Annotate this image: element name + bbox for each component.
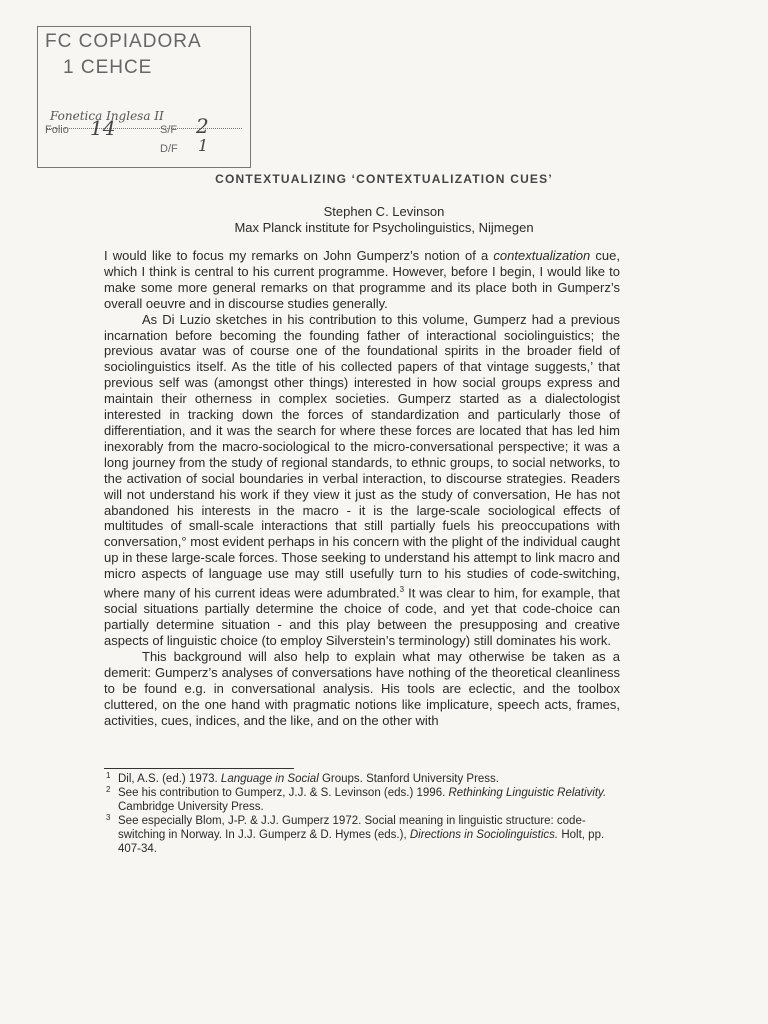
stamp-df-value: 1	[198, 136, 209, 155]
footnote-1-text-a: Dil, A.S. (ed.) 1973.	[118, 773, 221, 785]
footnote-3-text-a: See especially Blom, J-P. & J.J. Gumperz 1972. Social meaning in linguistic structure: code-switching in Norway. In J.J. Gumperz & D. Hymes (eds.),	[118, 815, 586, 841]
footnote-2-number: 2	[106, 785, 111, 794]
paragraph-1-text-a: I would like to focus my remarks on John Gumperz’s notion of a	[104, 248, 494, 263]
footnote-3-text-b: Holt, pp. 407-34.	[118, 829, 605, 855]
archive-stamp	[37, 26, 251, 168]
stamp-folio-label: Folio	[45, 124, 69, 136]
footnote-3-number: 3	[106, 813, 111, 822]
paragraph-2-text-b: It was clear to him, for example, that social situations partially determine the choice of code, and yet that code-choice can partially determine situation - and this play between the presupposing and creative aspects of linguistic choice (to employ Silverstein’s terminology) still dominates his work.	[104, 585, 620, 649]
footnote-1-number: 1	[106, 771, 111, 780]
footnote-1-text-b: Groups. Stanford University Press.	[318, 773, 499, 785]
stamp-dotted-line	[46, 128, 242, 129]
paragraph-1-text-b: cue, which I think is central to his current programme. However, before I begin, I would like to make some more general remarks on that programme and its place both in Gumperz’s overall oeuvre and in discourse studies generally.	[104, 248, 621, 311]
paragraph-1-italic-term: contextualization	[493, 248, 591, 263]
footnote-1	[104, 772, 620, 786]
paragraph-2	[104, 312, 620, 649]
stamp-handwritten-subject: Fonetica Inglesa II	[50, 109, 164, 123]
footnote-ref-3: 3	[399, 585, 405, 595]
author-name: Stephen C. Levinson	[323, 204, 445, 219]
footnote-2	[104, 786, 620, 814]
footnote-3	[104, 814, 620, 856]
stamp-line-2: 1 CEHCE	[63, 57, 153, 78]
stamp-sf-value: 2	[196, 114, 209, 138]
footnote-2-text-b: Cambridge University Press.	[118, 801, 264, 813]
body-text	[104, 248, 620, 729]
stamp-sf-label: S/F	[160, 124, 178, 136]
paragraph-1	[104, 248, 620, 312]
footnote-2-italic: Rethinking Linguistic Relativity.	[448, 787, 607, 799]
footnotes	[104, 772, 620, 856]
paper-title: CONTEXTUALIZING ‘CONTEXTUALIZATION CUES’	[215, 172, 553, 186]
footnote-3-italic: Directions in Sociolinguistics.	[409, 829, 559, 841]
stamp-folio-value: 14	[90, 116, 116, 140]
author-affiliation: Max Planck institute for Psycholinguistics, Nijmegen	[234, 220, 534, 235]
stamp-line-1: FC COPIADORA	[45, 31, 202, 52]
paragraph-2-text-a: As Di Luzio sketches in his contribution to this volume, Gumperz had a previous incarnation before becoming the founding father of interactional sociolinguistics; the previous avatar was of course one of the foundational spirits in the broader field of sociolinguistics itself. As the title of his collected papers of that vintage suggests,’ that previous self was (amongst other things) interested in how social groups express and maintain their otherness in complex societies. Gumperz started as a dialectologist interested in tracking down the forces of standardization and particularly those of differentiation, and it was the search for where these forces are located that has led him inexorably from the macro-sociological to the micro-conversational perspective; it was a long journey from the study of regional standards, to ethnic groups, to social networks, to the activation of social boundaries in verbal interaction, to discourse strategies. Readers will not understand his work if they view it just as the study of conversation, He has not abandoned his interests in the macro - it is the large-scale sociological effects of multitudes of small-scale interactions that still partially fuels his preoccupations with conversation,° most evident perhaps in his concern with the plight of the individual caught up in these large-scale forces. Those seeking to understand his attempt to link macro and micro aspects of language use may still usefully turn to his studies of code-switching, where many of his current ideas were adumbrated.	[104, 311, 620, 601]
footnote-divider	[104, 768, 294, 769]
footnote-2-text-a: See his contribution to Gumperz, J.J. & S. Levinson (eds.) 1996.	[118, 787, 449, 799]
stamp-df-label: D/F	[160, 143, 178, 155]
paragraph-3: This background will also help to explain what may otherwise be taken as a demerit: Gumperz’s analyses of conversations have nothing of the theoretical cleanliness to be found e.g. in conversational analysis. His tools are eclectic, and the toolbox cluttered, on the one hand with pragmatic notions like implicature, speech acts, frames, activities, cues, indices, and the like, and on the other with	[104, 648, 620, 728]
footnote-1-italic: Language in Social	[220, 773, 319, 785]
